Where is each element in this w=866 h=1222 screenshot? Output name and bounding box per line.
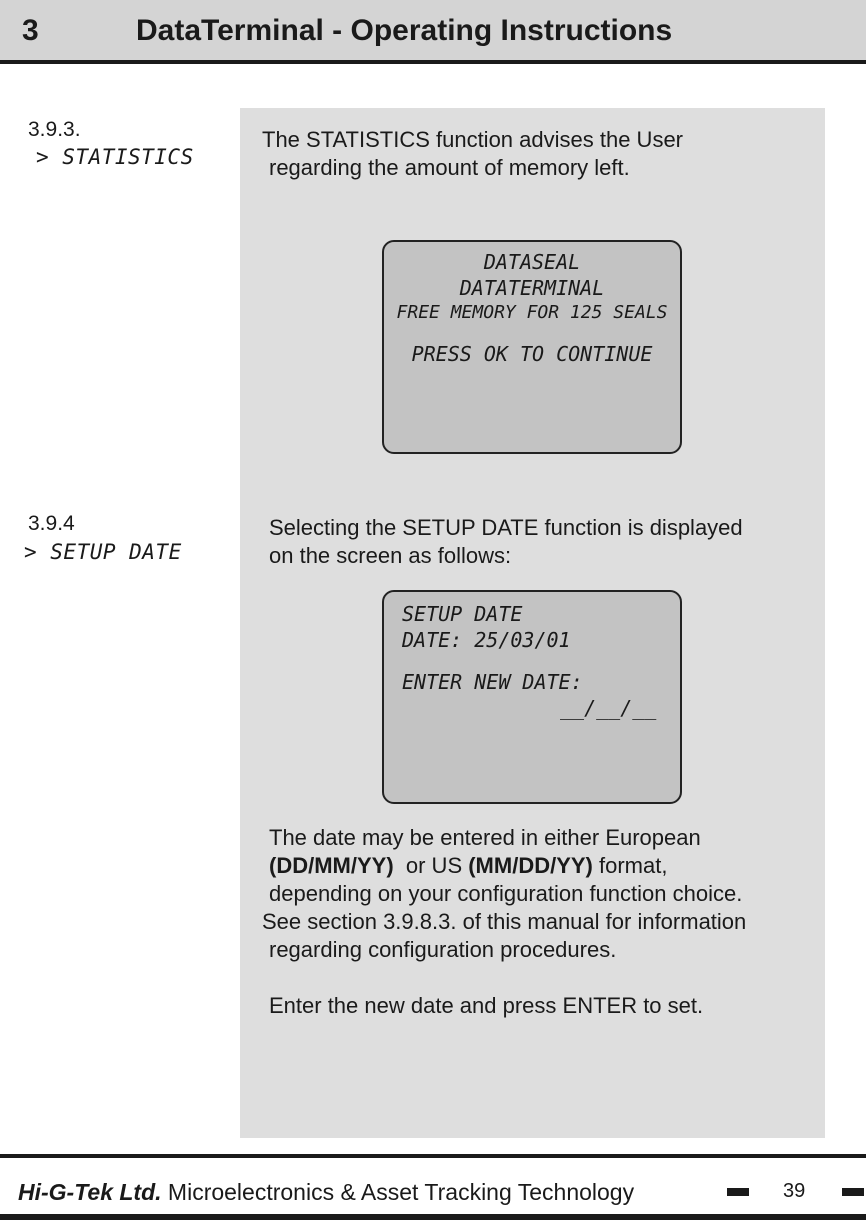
footer-marker-right: [842, 1188, 864, 1196]
lcd-line-press-ok: PRESS OK TO CONTINUE: [411, 342, 653, 366]
notes-line-6: Enter the new date and press ENTER to set.: [269, 993, 704, 1018]
statistics-description-line-2: regarding the amount of memory left.: [269, 155, 630, 180]
section-number-statistics: 3.9.3.: [28, 118, 81, 141]
format-or-us: or US: [393, 853, 469, 878]
setup-date-lcd-screen: [382, 590, 682, 804]
page-number: 39: [783, 1180, 806, 1202]
statistics-description-line-1: The STATISTICS function advises the User: [262, 127, 684, 152]
lcd-line-current-date: DATE: 25/03/01: [402, 628, 571, 652]
section-name-statistics: > STATISTICS: [36, 145, 194, 169]
lcd-line-date-placeholder: __/__/__: [560, 696, 657, 720]
footer-divider-bottom: [0, 1214, 866, 1220]
company-name: Hi-G-Tek Ltd.: [18, 1179, 162, 1205]
section-name-setup-date: > SETUP DATE: [24, 540, 182, 564]
lcd-line-enter-new-date: ENTER NEW DATE:: [402, 670, 583, 694]
page-header: [0, 0, 866, 64]
setup-date-description-line-1: Selecting the SETUP DATE function is displayed: [269, 515, 743, 540]
lcd-line-dataseal: DATASEAL: [483, 250, 581, 274]
format-european: (DD/MM/YY): [269, 853, 394, 878]
notes-line-5: regarding configuration procedures.: [269, 937, 617, 962]
setup-date-description-line-2: on the screen as follows:: [269, 543, 512, 568]
statistics-lcd-screen: [382, 240, 682, 454]
lcd-line-setup-date: SETUP DATE: [402, 602, 523, 626]
notes-line-4: See section 3.9.8.3. of this manual for information: [262, 909, 747, 934]
content-panel: [240, 108, 825, 1138]
format-suffix: format,: [592, 853, 668, 878]
chapter-number: 3: [22, 14, 39, 47]
notes-line-3: depending on your configuration function choice.: [269, 881, 743, 906]
company-tagline: Microelectronics & Asset Tracking Technology: [161, 1179, 635, 1205]
lcd-line-free-memory: FREE MEMORY FOR 125 SEALS: [396, 302, 668, 323]
lcd-line-dataterminal: DATATERMINAL: [459, 276, 605, 300]
footer-divider-top: [0, 1154, 866, 1158]
section-number-setup-date: 3.9.4: [28, 512, 75, 535]
page-footer: [18, 1179, 634, 1206]
footer-marker-left: [727, 1188, 749, 1196]
notes-line-1: The date may be entered in either European: [269, 825, 701, 850]
notes-line-2: [269, 852, 667, 880]
page-title: DataTerminal - Operating Instructions: [136, 14, 673, 47]
format-us: (MM/DD/YY): [468, 853, 593, 878]
